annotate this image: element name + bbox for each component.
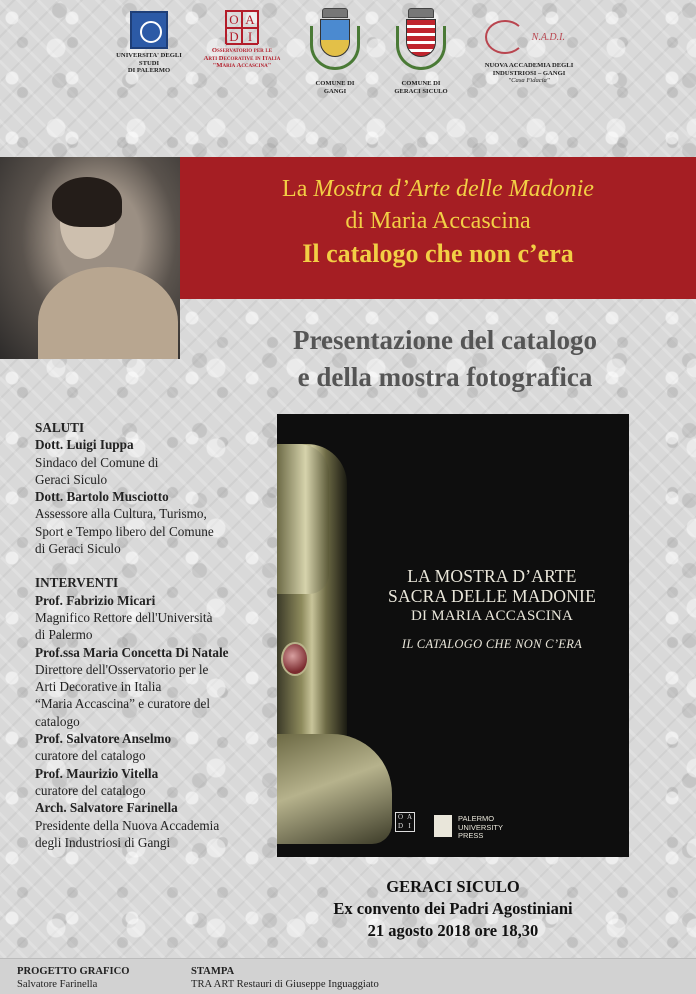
nadi-name-line: "Casa Fidacia" <box>508 77 550 84</box>
speaker-role: di Palermo <box>35 627 93 643</box>
cover-oadi-letter: A <box>406 813 413 821</box>
speaker-name: Arch. Salvatore Farinella <box>35 800 178 816</box>
speaker-name: Prof. Maurizio Vitella <box>35 765 159 781</box>
banner-line-1-italic: Mostra d’Arte delle Madonie <box>313 176 594 202</box>
oadi-letter: A <box>242 11 258 28</box>
event-place: GERACI SICULO <box>386 877 520 896</box>
banner-line-2: di Maria Accascina <box>345 208 531 234</box>
comune-gangi-logo <box>298 8 372 95</box>
speaker-role: Geraci Siculo <box>35 471 108 487</box>
university-palermo-logo <box>108 11 190 75</box>
speaker-role: Presidente della Nuova Accademia <box>35 817 220 833</box>
gangi-name-line: COMUNE DI <box>315 80 355 87</box>
comune-geraci-logo <box>380 8 462 95</box>
catalog-cover-image <box>277 414 629 857</box>
logo-bar <box>0 8 696 108</box>
nadi-logo <box>470 12 588 85</box>
oadi-logo <box>190 10 294 70</box>
title-banner <box>180 157 696 299</box>
cover-oadi-icon <box>395 812 415 832</box>
publisher-line: PRESS <box>458 831 484 840</box>
presentation-title <box>210 322 680 396</box>
geraci-crest-icon <box>396 8 446 78</box>
oadi-letter: O <box>226 11 242 28</box>
nadi-name-line: NUOVA ACCADEMIA DEGLI <box>484 62 574 69</box>
oadi-mark-icon <box>225 10 259 44</box>
speaker-role: Sport e Tempo libero del Comune <box>35 523 214 539</box>
speaker-role: curatore del catalogo <box>35 748 146 764</box>
accascina-portrait-image <box>0 157 180 359</box>
cover-title <box>355 566 629 626</box>
speaker-role: di Geraci Siculo <box>35 541 121 557</box>
event-info <box>270 876 636 942</box>
banner-line-1 <box>180 173 696 205</box>
geraci-name-line: GERACI SICULO <box>394 87 448 95</box>
speaker-role: Assessore alla Cultura, Turismo, <box>35 506 207 522</box>
speaker-role: Sindaco del Comune di <box>35 454 159 470</box>
event-datetime: 21 agosto 2018 ore 18,30 <box>367 921 539 940</box>
publisher-name <box>458 815 503 841</box>
university-name-line: UNIVERSITA' DEGLI <box>116 52 182 59</box>
speaker-name: Prof. Salvatore Anselmo <box>35 731 172 747</box>
presentation-line: Presentazione del catalogo <box>293 325 597 355</box>
publisher-line: PALERMO <box>458 814 495 823</box>
nadi-name-line: INDUSTRIOSI – GANGI <box>492 69 566 77</box>
chalice-gem-image <box>281 642 309 676</box>
credit-label: STAMPA <box>191 966 235 977</box>
publisher-logo-icon <box>434 815 452 837</box>
oadi-name-line: "Maria Accascina" <box>212 62 272 69</box>
speaker-role: degli Industriosi di Gangi <box>35 834 171 850</box>
publisher-line: UNIVERSITY <box>458 822 504 832</box>
program-list <box>35 419 275 851</box>
banner-line-1-prefix: La <box>282 176 314 202</box>
nadi-mark-text: N.A.D.I. <box>531 32 565 43</box>
university-name-line: DI PALERMO <box>127 67 171 74</box>
cover-oadi-letter: D <box>397 822 404 830</box>
credit-value: TRA ART Restauri di Giuseppe Inguaggiato <box>191 979 379 990</box>
cover-title-line: SACRA DELLE MADONIE <box>388 586 596 606</box>
oadi-name-line: Arti Decorative in Italia <box>203 54 281 62</box>
credit-stampa <box>191 965 379 991</box>
gangi-name-line: GANGI <box>323 87 347 95</box>
speaker-name: Dott. Luigi Iuppa <box>35 437 134 453</box>
credit-label: PROGETTO GRAFICO <box>17 966 130 977</box>
oadi-letter: I <box>242 28 258 45</box>
credit-grafico <box>17 965 130 991</box>
oadi-name-line: Osservatorio per le <box>211 47 273 54</box>
university-seal-icon <box>130 11 168 49</box>
speaker-name: Dott. Bartolo Musciotto <box>35 489 169 505</box>
credit-value: Salvatore Farinella <box>17 979 98 990</box>
cover-title-line: DI MARIA ACCASCINA <box>411 608 573 624</box>
gangi-crest-icon <box>310 8 360 78</box>
speaker-name: Prof. Fabrizio Micari <box>35 592 156 608</box>
speaker-role: Arti Decorative in Italia <box>35 679 162 695</box>
oadi-letter: D <box>226 28 242 45</box>
interventi-heading: INTERVENTI <box>35 575 119 591</box>
banner-line-3: Il catalogo che non c’era <box>302 239 574 268</box>
speaker-role: Direttore dell'Osservatorio per le <box>35 661 209 677</box>
cover-oadi-letter: O <box>397 813 404 821</box>
cover-title-line: LA MOSTRA D’ARTE <box>407 566 577 586</box>
footer-credits <box>0 958 696 994</box>
cover-oadi-letter: I <box>408 822 411 830</box>
speaker-name: Prof.ssa Maria Concetta Di Natale <box>35 644 229 660</box>
university-name-line: STUDI <box>138 59 160 67</box>
speaker-role: catalogo <box>35 713 80 729</box>
cover-subtitle: IL CATALOGO CHE NON C’ERA <box>401 637 583 651</box>
chalice-base-image <box>277 734 392 844</box>
saluti-heading: SALUTI <box>35 420 85 435</box>
speaker-role: curatore del catalogo <box>35 782 146 798</box>
presentation-line: e della mostra fotografica <box>297 362 593 392</box>
nadi-swirl-icon <box>479 12 579 58</box>
speaker-role: “Maria Accascina” e curatore del <box>35 696 210 712</box>
geraci-name-line: COMUNE DI <box>401 80 441 87</box>
chalice-cup-image <box>277 444 329 594</box>
speaker-role: Magnifico Rettore dell'Università <box>35 609 213 625</box>
event-venue: Ex convento dei Padri Agostiniani <box>333 899 573 918</box>
